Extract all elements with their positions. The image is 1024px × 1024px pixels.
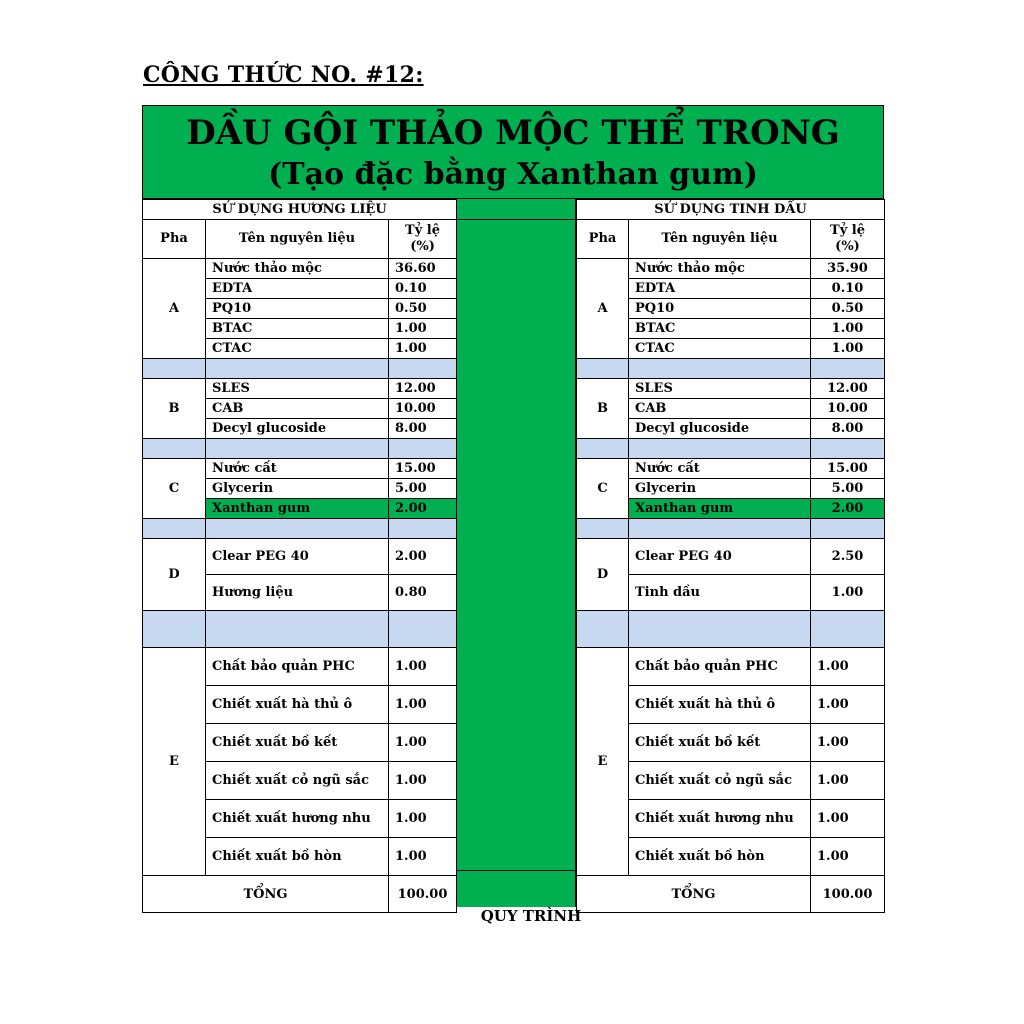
ingredient-value: 1.00: [811, 686, 885, 724]
spacer-row: [577, 359, 885, 379]
ingredient-name: Nước thảo mộc: [629, 259, 811, 279]
ingredient-name: CTAC: [206, 339, 389, 359]
ingredient-value: 1.00: [811, 575, 885, 611]
ingredient-name: Chiết xuất bồ hòn: [206, 838, 389, 876]
ingredient-value: 1.00: [811, 838, 885, 876]
ingredient-name: Chiết xuất bồ hòn: [629, 838, 811, 876]
spacer-row: [143, 611, 457, 648]
ingredient-name: BTAC: [206, 319, 389, 339]
ingredient-name: Chất bảo quản PHC: [629, 648, 811, 686]
total-value: 100.00: [389, 876, 457, 913]
ingredient-name: Glycerin: [629, 479, 811, 499]
ingredient-value: 5.00: [389, 479, 457, 499]
ingredient-value-highlight: 2.00: [389, 499, 457, 519]
total-label: TỔNG: [143, 876, 389, 913]
ingredient-name: CAB: [206, 399, 389, 419]
ingredient-value: 1.00: [389, 648, 457, 686]
ingredient-name: Clear PEG 40: [629, 539, 811, 575]
ingredient-name: Chiết xuất hương nhu: [206, 800, 389, 838]
ingredient-name: Chiết xuất hương nhu: [629, 800, 811, 838]
ingredient-value: 5.00: [811, 479, 885, 499]
ingredient-name: Nước cất: [206, 459, 389, 479]
ingredient-name: PQ10: [629, 299, 811, 319]
phase-label: B: [143, 379, 206, 439]
ingredient-value: 1.00: [389, 724, 457, 762]
ingredient-value: 0.80: [389, 575, 457, 611]
ingredient-name: Chiết xuất hà thủ ô: [629, 686, 811, 724]
header-pha: Pha: [143, 220, 206, 259]
ingredient-name: Chất bảo quản PHC: [206, 648, 389, 686]
ingredient-name: EDTA: [206, 279, 389, 299]
ingredient-name: BTAC: [629, 319, 811, 339]
ingredient-value: 8.00: [811, 419, 885, 439]
ingredient-value: 15.00: [811, 459, 885, 479]
ingredient-value-highlight: 2.00: [811, 499, 885, 519]
ingredient-value: 2.00: [389, 539, 457, 575]
header-ratio: Tỷ lệ (%): [389, 220, 457, 259]
ingredient-name: PQ10: [206, 299, 389, 319]
phase-label: C: [577, 459, 629, 519]
center-separator-band: [456, 199, 576, 907]
phase-label: A: [143, 259, 206, 359]
ingredient-value: 0.50: [811, 299, 885, 319]
ingredient-value: 8.00: [389, 419, 457, 439]
ingredient-value: 12.00: [389, 379, 457, 399]
essential-oil-recipe-table: [576, 199, 885, 913]
ingredient-name: Tinh dầu: [629, 575, 811, 611]
total-value: 100.00: [811, 876, 885, 913]
ingredient-value: 1.00: [389, 319, 457, 339]
ingredient-name: Chiết xuất bồ kết: [206, 724, 389, 762]
ingredient-name: Glycerin: [206, 479, 389, 499]
ingredient-name: SLES: [629, 379, 811, 399]
ingredient-name: Clear PEG 40: [206, 539, 389, 575]
total-label: TỔNG: [577, 876, 811, 913]
document-title: CÔNG THỨC NO. #12:: [143, 62, 424, 88]
ingredient-value: 0.10: [811, 279, 885, 299]
ingredient-value: 1.00: [811, 339, 885, 359]
ingredient-value: 1.00: [811, 319, 885, 339]
ingredient-name: Nước thảo mộc: [206, 259, 389, 279]
fragrance-recipe-table: [142, 199, 457, 913]
ingredient-value: 1.00: [811, 724, 885, 762]
section-title: SỬ DỤNG TINH DẦU: [577, 200, 885, 220]
ingredient-name: SLES: [206, 379, 389, 399]
phase-label: C: [143, 459, 206, 519]
spacer-row: [143, 519, 457, 539]
ingredient-value: 0.50: [389, 299, 457, 319]
ingredient-name: Chiết xuất cỏ ngũ sắc: [206, 762, 389, 800]
spacer-row: [577, 611, 885, 648]
recipe-subtitle: (Tạo đặc bằng Xanthan gum): [268, 157, 758, 192]
phase-label: B: [577, 379, 629, 439]
ingredient-value: 35.90: [811, 259, 885, 279]
header-ratio: Tỷ lệ (%): [811, 220, 885, 259]
phase-label: E: [143, 648, 206, 876]
ingredient-name: Decyl glucoside: [629, 419, 811, 439]
spacer-row: [143, 439, 457, 459]
ingredient-name: EDTA: [629, 279, 811, 299]
ingredient-value: 1.00: [811, 800, 885, 838]
ingredient-name: CAB: [629, 399, 811, 419]
spacer-row: [143, 359, 457, 379]
ingredient-name: Decyl glucoside: [206, 419, 389, 439]
separator-line: [457, 870, 575, 871]
phase-label: D: [577, 539, 629, 611]
ingredient-value: 1.00: [389, 762, 457, 800]
ingredient-name: Chiết xuất cỏ ngũ sắc: [629, 762, 811, 800]
ingredient-value: 12.00: [811, 379, 885, 399]
ingredient-value: 2.50: [811, 539, 885, 575]
header-ingredient: Tên nguyên liệu: [206, 220, 389, 259]
ingredient-name: Nước cất: [629, 459, 811, 479]
ingredient-name: Hương liệu: [206, 575, 389, 611]
ingredient-value: 1.00: [389, 339, 457, 359]
recipe-title: DẦU GỘI THẢO MỘC THỂ TRONG: [186, 113, 840, 153]
ingredient-value: 1.00: [811, 648, 885, 686]
section-title: SỬ DỤNG HƯƠNG LIỆU: [143, 200, 457, 220]
spacer-row: [577, 519, 885, 539]
ingredient-value: 0.10: [389, 279, 457, 299]
ingredient-value: 1.00: [811, 762, 885, 800]
phase-label: E: [577, 648, 629, 876]
ingredient-name: CTAC: [629, 339, 811, 359]
process-heading: QUY TRÌNH: [480, 907, 582, 925]
header-ingredient: Tên nguyên liệu: [629, 220, 811, 259]
ingredient-name: Chiết xuất bồ kết: [629, 724, 811, 762]
ingredient-value: 10.00: [389, 399, 457, 419]
ingredient-value: 15.00: [389, 459, 457, 479]
phase-label: A: [577, 259, 629, 359]
ingredient-value: 1.00: [389, 838, 457, 876]
ingredient-value: 10.00: [811, 399, 885, 419]
ingredient-value: 1.00: [389, 686, 457, 724]
recipe-banner: [142, 105, 884, 199]
spacer-row: [577, 439, 885, 459]
separator-line: [457, 219, 575, 220]
ingredient-name-highlight: Xanthan gum: [629, 499, 811, 519]
ingredient-value: 1.00: [389, 800, 457, 838]
ingredient-name: Chiết xuất hà thủ ô: [206, 686, 389, 724]
ingredient-name-highlight: Xanthan gum: [206, 499, 389, 519]
phase-label: D: [143, 539, 206, 611]
ingredient-value: 36.60: [389, 259, 457, 279]
header-pha: Pha: [577, 220, 629, 259]
